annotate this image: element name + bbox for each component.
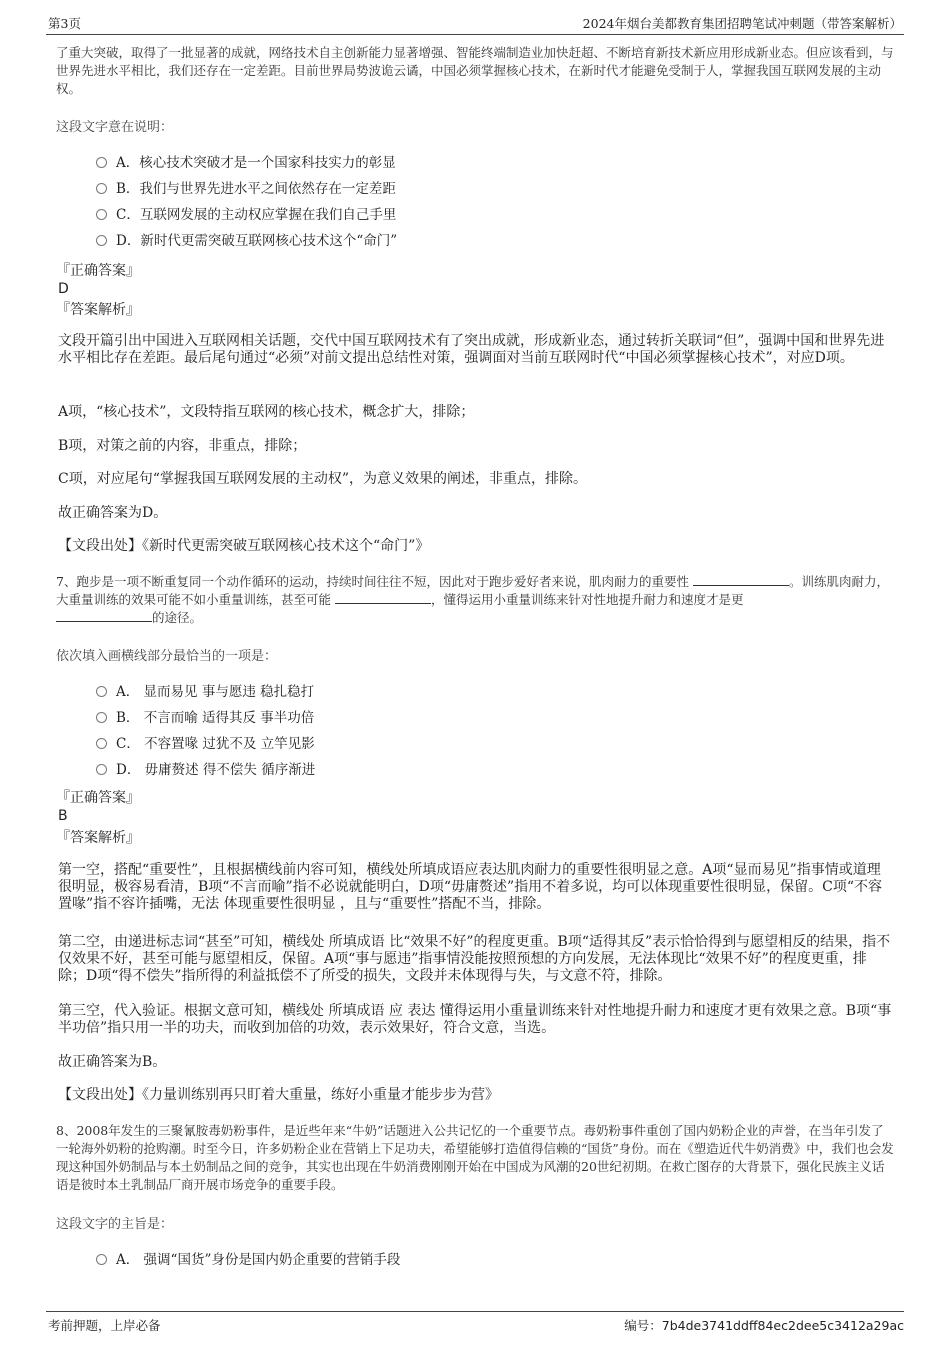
q6-source: 【文段出处】《新时代更需突破互联网核心技术这个“命门”》 — [58, 538, 430, 554]
radio-icon[interactable] — [96, 209, 107, 220]
option-label: B． 不言而喻 适得其反 事半功倍 — [116, 710, 315, 726]
q8-option-a[interactable] — [96, 1251, 400, 1269]
q7-option-a[interactable] — [96, 683, 314, 701]
q7-stem-part: ，懂得运用小重量训练来针对性地提升耐力和速度才是更 — [431, 592, 744, 607]
document-code — [624, 1316, 904, 1334]
radio-icon[interactable] — [96, 235, 107, 246]
radio-icon[interactable] — [96, 686, 107, 697]
q6-analysis-4: C项，对应尾句“掌握我国互联网发展的主动权”，为意义效果的阐述，非重点，排除。 — [58, 471, 588, 487]
radio-icon[interactable] — [96, 183, 107, 194]
option-label: C． 不容置喙 过犹不及 立竿见影 — [116, 736, 315, 752]
q7-answer-label: 『正确答案』 — [56, 790, 140, 806]
q6-option-c[interactable] — [96, 206, 396, 224]
fill-blank-2 — [335, 591, 431, 604]
page-header — [46, 12, 904, 35]
q7-question: 依次填入画横线部分最恰当的一项是： — [56, 649, 278, 664]
q8-passage: 8、2008年发生的三聚氰胺毒奶粉事件，是近些年来“牛奶”话题进入公共记忆的一个重要节点。毒奶粉事件重创了国内奶粉企业的声誉，在当年引发了一轮海外奶粉的抢购潮。时至今日，许多奶粉企业在营销上下足功夫，希望能够打造值得信赖的“国货”身份。而在《塑造近代牛奶消费》中，我们也会发现这种国外奶制品与本土奶制品之间的竞争，其实也出现在牛奶消费刚刚开始在中国成为风潮的20世纪初期。在救亡图存的大背景下，强化民族主义话语是彼时本土乳制品厂商开展市场竞争的重要手段。 — [56, 1123, 894, 1192]
q6-passage-tail: 了重大突破，取得了一批显著的成就，网络技术自主创新能力显著增强、智能终端制造业加快赶超、不断培育新技术新应用形成新业态。但应该看到，与世界先进水平相比，我们还存在一定差距。目前世界局势波诡云谲，中国必须掌握核心技术，在新时代才能避免受制于人，掌握我国互联网发展的主动权。 — [56, 45, 894, 96]
radio-icon[interactable] — [96, 1254, 107, 1265]
option-label: C．互联网发展的主动权应掌握在我们自己手里 — [116, 207, 397, 223]
q7-analysis-2: 第二空，由递进标志词“甚至”可知，横线处 所填成语 比“效果不好”的程度更重。B项“适得其反”表示恰恰得到与愿望相反的结果，指不仅效果不好，甚至可能与愿望相反，保留。A项“事与愿违”指事情没能按照预想的方向发展，无法体现比“效果不好”的程度更重，排除；D项“得不偿失”指所得的利益抵偿不了所受的损失，文段并未体现得与失，与文意不符，排除。 — [58, 934, 891, 984]
q6-analysis-1: 文段开篇引出中国进入互联网相关话题，交代中国互联网技术有了突出成就，形成新业态，通过转折关联词“但”，强调中国和世界先进水平相比存在差距。最后尾句通过“必须”对前文提出总结性对策，强调面对当前互联网时代“中国必须掌握核心技术”，对应D项。 — [58, 333, 885, 366]
q6-analysis-5: 故正确答案为D。 — [58, 505, 168, 521]
q6-answer: D — [58, 281, 69, 297]
fill-blank-1 — [693, 573, 789, 586]
option-label: A．核心技术突破才是一个国家科技实力的彰显 — [116, 155, 396, 171]
radio-icon[interactable] — [96, 738, 107, 749]
radio-icon[interactable] — [96, 157, 107, 168]
q6-question: 这段文字意在说明： — [56, 120, 174, 135]
code-value: 7b4de3741ddff84ec2dee5c3412a29ac — [661, 1318, 904, 1333]
q7-analysis-3: 第三空，代入验证。根据文意可知，横线处 所填成语 应 表达 懂得运用小重量训练来针对性地提升耐力和速度才更有效果之意。B项“事半功倍”指只用一半的功夫，而收到加倍的功效，表示效果好，符合文意，当选。 — [58, 1003, 892, 1036]
option-label: D．新时代更需突破互联网核心技术这个“命门” — [116, 233, 398, 249]
q7-stem-part: 7、跑步是一项不断重复同一个动作循环的运动，持续时间往往不短，因此对于跑步爱好者来说，肌肉耐力的重要性 — [56, 574, 689, 589]
q6-analysis-label: 『答案解析』 — [56, 302, 140, 318]
q7-analysis-4: 故正确答案为B。 — [58, 1054, 167, 1070]
q7-option-b[interactable] — [96, 709, 314, 727]
q7-stem — [56, 573, 894, 627]
footer-slogan: 考前押题，上岸必备 — [48, 1318, 161, 1333]
q6-option-d[interactable] — [96, 232, 397, 250]
q7-option-c[interactable] — [96, 735, 315, 753]
option-label: B．我们与世界先进水平之间依然存在一定差距 — [116, 181, 396, 197]
option-label: A． 强调“国货”身份是国内奶企重要的营销手段 — [116, 1252, 401, 1268]
q7-option-d[interactable] — [96, 761, 315, 779]
q8-question: 这段文字的主旨是： — [56, 1217, 174, 1232]
q7-source: 【文段出处】《力量训练别再只盯着大重量，练好小重量才能步步为营》 — [58, 1087, 499, 1103]
q7-answer: B — [58, 808, 68, 824]
q7-analysis-label: 『答案解析』 — [56, 830, 140, 846]
fill-blank-3 — [56, 609, 152, 622]
page-footer — [46, 1311, 904, 1334]
radio-icon[interactable] — [96, 712, 107, 723]
q6-answer-label: 『正确答案』 — [56, 263, 140, 279]
code-label: 编号： — [624, 1318, 662, 1333]
q6-analysis-3: B项，对策之前的内容，非重点，排除； — [58, 438, 307, 454]
option-label: D． 毋庸赘述 得不偿失 循序渐进 — [116, 762, 316, 778]
page-number: 第3页 — [48, 16, 81, 31]
q7-stem-part: 。训练肌肉耐力，大重量训练的效果可能不如小重量训练，甚至可能 — [56, 574, 889, 607]
q6-option-b[interactable] — [96, 180, 396, 198]
q7-analysis-1: 第一空，搭配“重要性”，且根据横线前内容可知，横线处所填成语应表达肌肉耐力的重要性很明显之意。A项“显而易见”指事情或道理很明显，极容易看清，B项“不言而喻”指不必说就能明白，D项“毋庸赘述”指用不着多说，均可以体现重要性很明显，保留。C项“不容置喙”指不容许插嘴，无法 体现重要性很明显 ，且与“重要性”搭配不当，排除。 — [58, 862, 883, 912]
q6-option-a[interactable] — [96, 154, 396, 172]
q7-stem-part: 的途径。 — [152, 610, 203, 625]
document-title: 2024年烟台美都教育集团招聘笔试冲刺题（带答案解析） — [582, 16, 902, 31]
q6-analysis-2: A项，“核心技术”，文段特指互联网的核心技术，概念扩大，排除； — [58, 404, 475, 420]
option-label: A． 显而易见 事与愿违 稳扎稳打 — [116, 684, 315, 700]
radio-icon[interactable] — [96, 764, 107, 775]
